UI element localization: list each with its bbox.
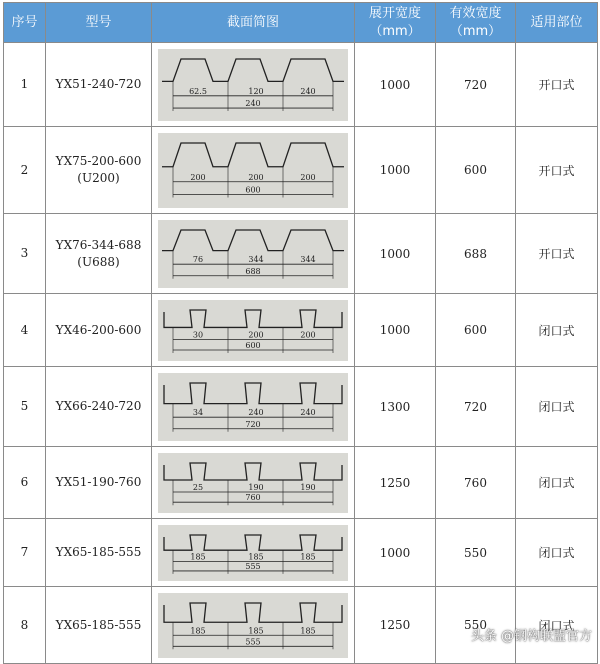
dimension-label: 600 [245,185,261,194]
model-cell [46,294,152,367]
section-sketch-cell [152,294,355,367]
header-model: 型号 [46,3,152,43]
unfold-width-cell: 1000 [355,294,436,367]
dimension-label: 120 [248,86,264,96]
effective-width-cell: 688 [436,214,516,294]
table-row [4,127,598,214]
application-cell: 开口式 [516,214,598,294]
model-cell [46,367,152,447]
section-sketch-cell [152,367,355,447]
model-code: YX65-185-555 [55,545,142,559]
application-cell: 开口式 [516,127,598,214]
table-row [4,214,598,294]
application-cell: 闭口式 [516,587,598,664]
dimension-label: 240 [300,407,316,417]
unfold-width-cell: 1250 [355,447,436,519]
dimension-label: 185 [300,551,316,561]
dimension-label: 76 [192,254,204,264]
dimension-label: 185 [300,625,316,635]
model-code: YX46-200-600 [55,322,142,337]
effective-width-cell: 600 [436,127,516,214]
table-row [4,519,598,587]
dimension-label: 200 [248,330,264,340]
table-row [4,43,598,127]
effective-width-cell: 720 [436,367,516,447]
dimension-label: 190 [300,482,316,492]
effective-width-cell: 550 [436,519,516,587]
unfold-width-cell: 1000 [355,519,436,587]
table-row [4,367,598,447]
application-cell: 闭口式 [516,294,598,367]
model-code: YX65-185-555 [55,617,142,632]
profile-spec-table [3,2,598,664]
application-cell: 闭口式 [516,519,598,587]
model-alias: (U688) [77,254,120,269]
application-cell: 闭口式 [516,367,598,447]
header-effective-unit: （mm） [449,23,502,39]
row-number: 2 [4,127,46,214]
unfold-width-cell: 1000 [355,214,436,294]
dimension-label: 190 [248,482,264,492]
unfold-width-cell: 1000 [355,43,436,127]
section-profile-sketch [158,453,348,513]
effective-width-cell: 760 [436,447,516,519]
dimension-label: 62.5 [189,86,207,96]
effective-width-cell: 600 [436,294,516,367]
row-number: 3 [4,214,46,294]
dimension-label: 720 [245,419,261,429]
header-unfold-width [355,3,436,43]
dimension-label: 344 [300,254,316,264]
section-sketch-cell [152,587,355,664]
model-cell [46,587,152,664]
model-cell [46,519,152,587]
effective-width-cell: 720 [436,43,516,127]
row-number: 4 [4,294,46,367]
dimension-label: 240 [245,98,261,108]
model-code: YX75-200-600 [55,154,142,168]
model-code: YX51-190-760 [55,475,142,489]
unfold-width-cell: 1250 [355,587,436,664]
header-unfold-label: 展开宽度 [368,5,421,21]
dimension-label: 600 [245,340,261,350]
dimension-label: 555 [245,561,261,571]
section-profile-sketch [158,373,348,441]
dimension-label: 344 [248,254,264,264]
dimension-label: 240 [248,407,264,417]
row-number: 8 [4,587,46,664]
dimension-label: 555 [245,636,261,646]
model-code: YX76-344-688 [55,237,142,252]
application-cell: 闭口式 [516,447,598,519]
dimension-label: 185 [248,551,264,561]
unfold-width-cell: 1000 [355,127,436,214]
table-row [4,447,598,519]
header-effective-label: 有效宽度 [449,5,502,21]
dimension-label: 25 [192,482,204,492]
unfold-width-cell: 1300 [355,367,436,447]
row-number: 6 [4,447,46,519]
header-application: 适用部位 [516,3,598,43]
dimension-label: 200 [248,172,264,182]
model-cell [46,43,152,127]
effective-width-cell: 550 [436,587,516,664]
dimension-label: 185 [190,551,206,561]
dimension-label: 200 [190,172,206,182]
model-cell [46,447,152,519]
section-sketch-cell [152,519,355,587]
section-sketch-cell [152,127,355,214]
model-cell [46,214,152,294]
section-sketch-cell [152,43,355,127]
section-profile-sketch [158,49,348,121]
dimension-label: 760 [245,492,261,502]
dimension-label: 200 [300,172,316,182]
application-cell: 开口式 [516,43,598,127]
section-profile-sketch [158,300,348,361]
header-seq: 序号 [4,3,46,43]
dimension-label: 688 [245,266,261,276]
watermark: 头条 @钢构联盟官方 [470,629,592,644]
section-profile-sketch [158,525,348,581]
header-unfold-unit: （mm） [369,23,421,39]
dimension-label: 30 [192,330,204,340]
model-cell [46,127,152,214]
dimension-label: 34 [192,407,204,417]
row-number: 1 [4,43,46,127]
header-row [4,3,598,43]
section-profile-sketch [158,220,348,288]
model-alias: (U200) [77,171,120,185]
header-section: 截面简图 [152,3,355,43]
table-row [4,294,598,367]
model-code: YX51-240-720 [55,77,142,91]
section-sketch-cell [152,447,355,519]
dimension-label: 185 [190,625,206,635]
section-profile-sketch [158,133,348,208]
dimension-label: 200 [300,330,316,340]
dimension-label: 185 [248,625,264,635]
section-sketch-cell [152,214,355,294]
dimension-label: 240 [300,86,316,96]
row-number: 7 [4,519,46,587]
header-effective-width [436,3,516,43]
row-number: 5 [4,367,46,447]
model-code: YX66-240-720 [55,399,142,413]
